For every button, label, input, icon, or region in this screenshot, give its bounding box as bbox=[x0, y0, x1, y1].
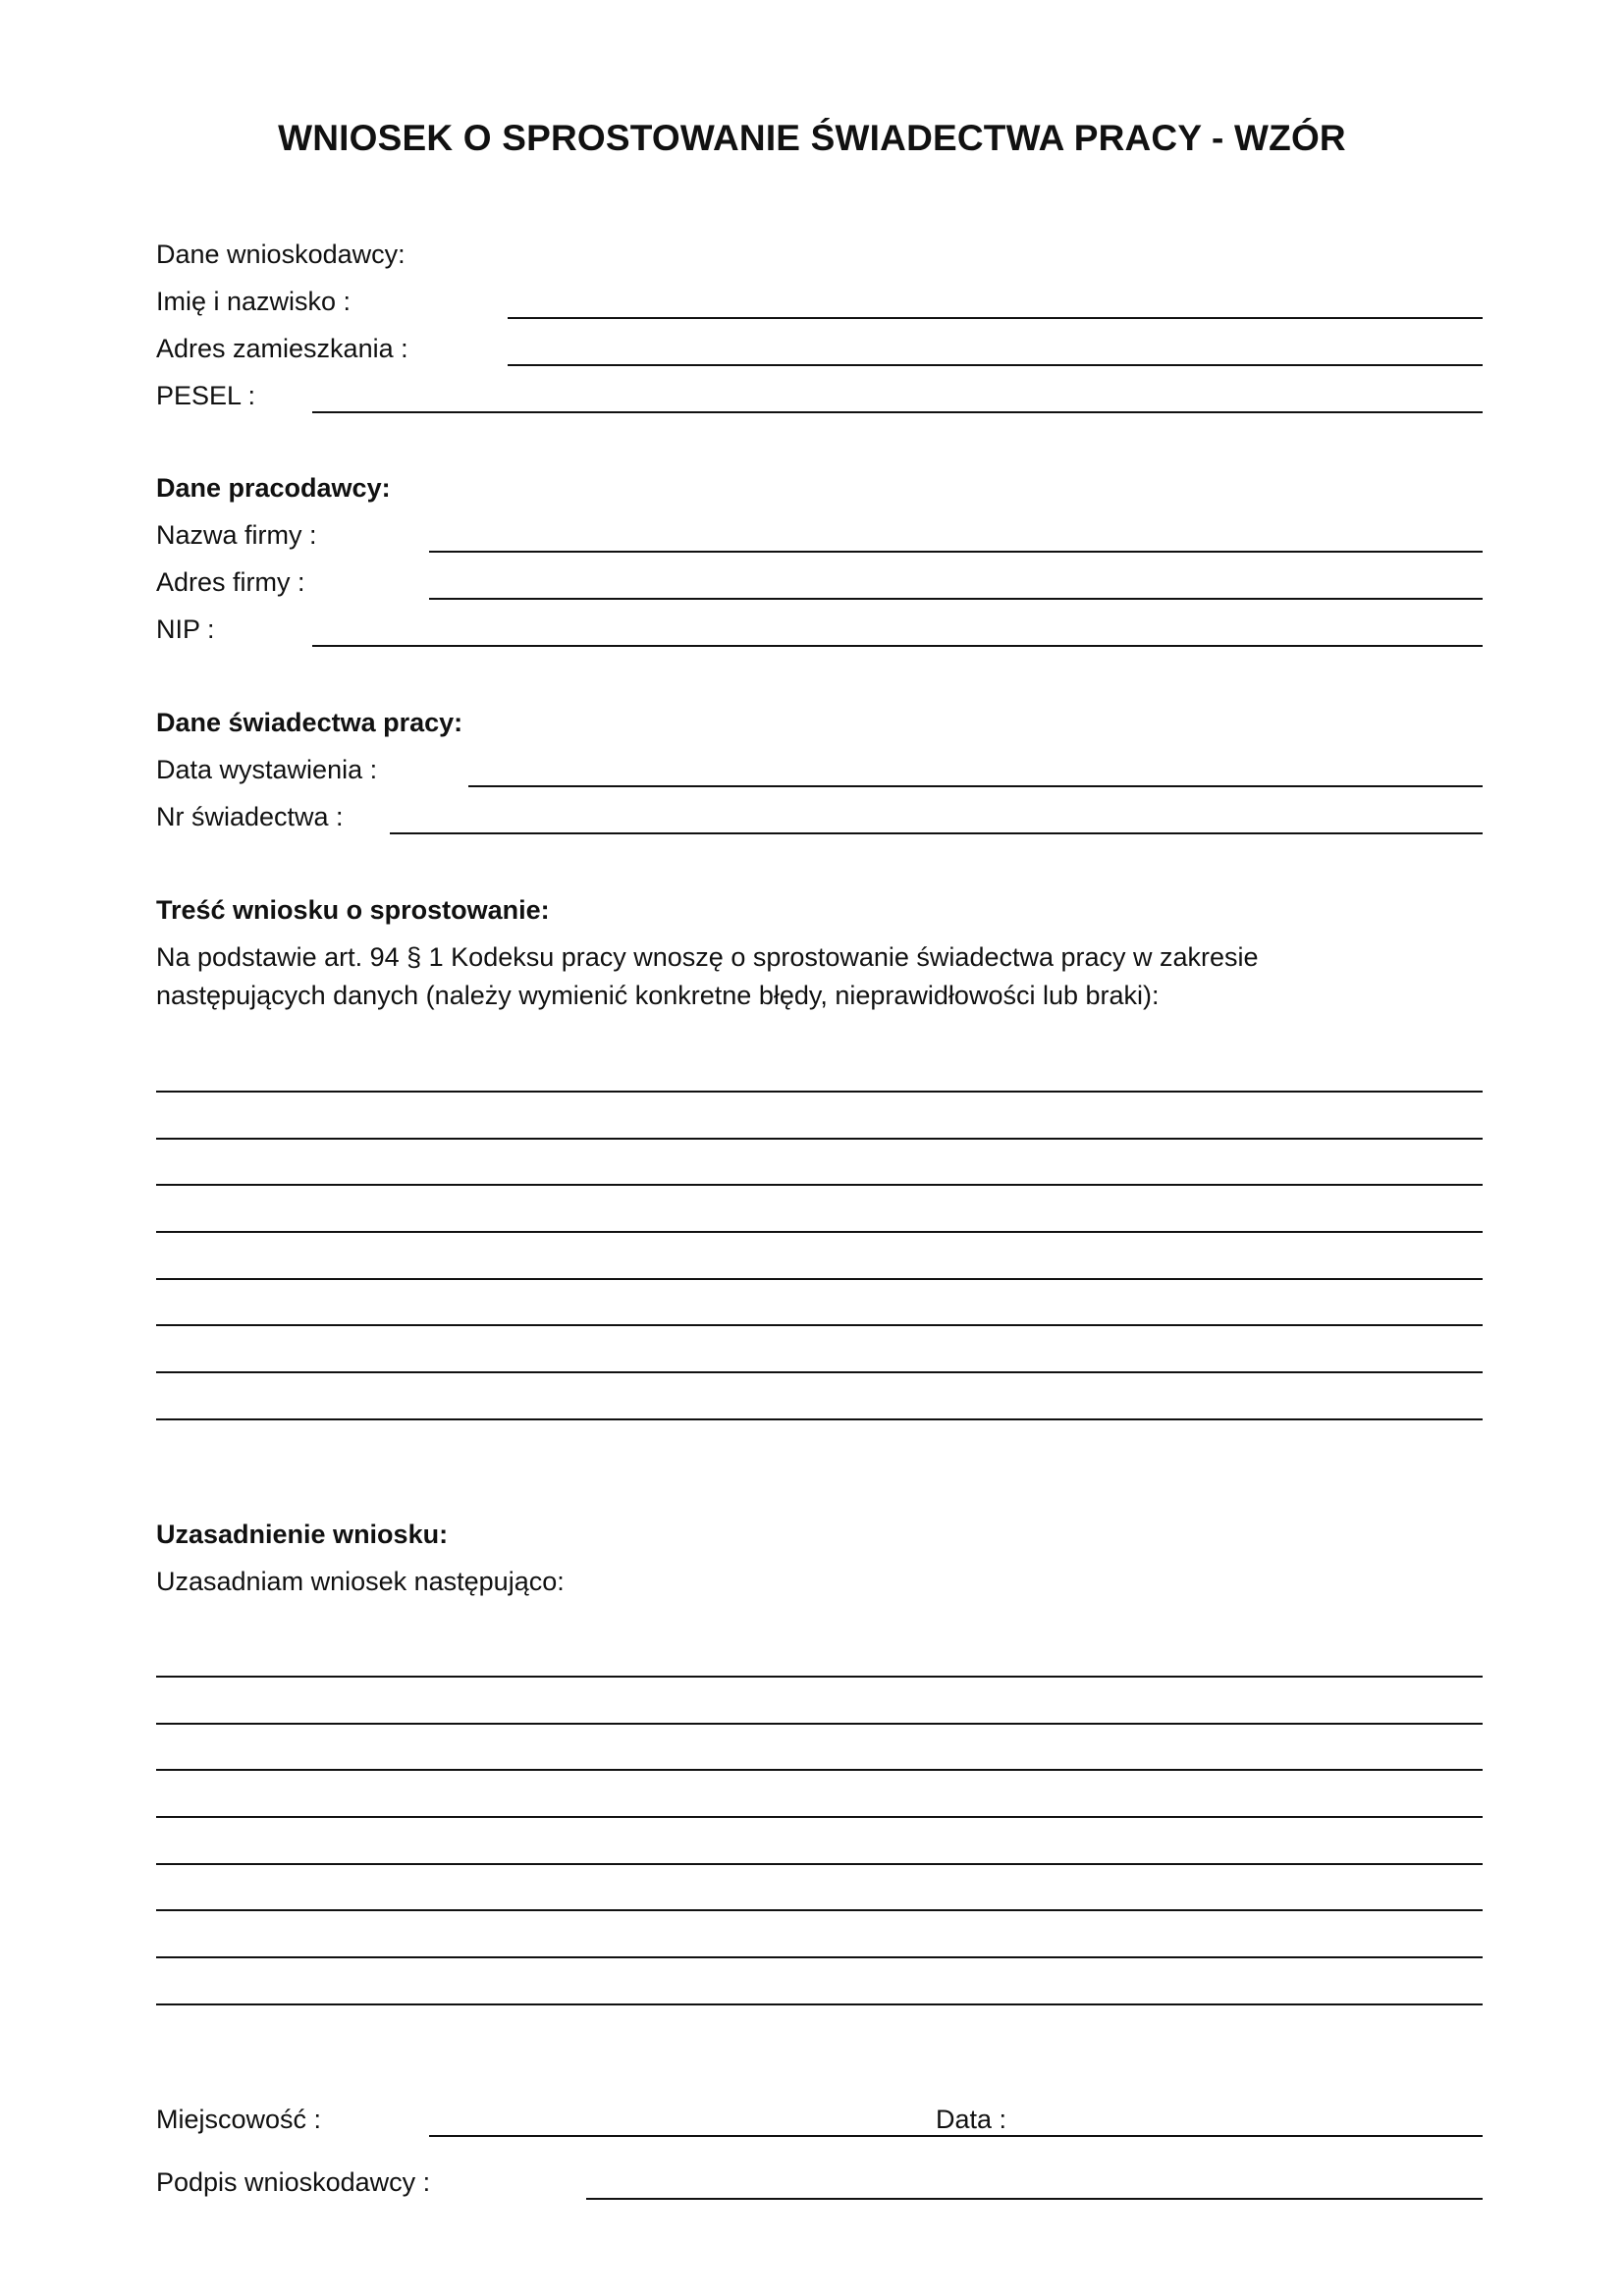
company-address-label: Adres firmy : bbox=[156, 567, 305, 597]
request-text-line-1: Na podstawie art. 94 § 1 Kodeksu pracy wnoszę o sprostowanie świadectwa pracy w zakresie bbox=[156, 942, 1259, 972]
justification-writing-line[interactable] bbox=[156, 1956, 1483, 1958]
request-text-line-2: następujących danych (należy wymienić konkretne błędy, nieprawidłowości lub braki): bbox=[156, 981, 1160, 1010]
document-title: WNIOSEK O SPROSTOWANIE ŚWIADECTWA PRACY - WZÓR bbox=[278, 118, 1346, 158]
date-label: Data : bbox=[936, 2105, 1007, 2134]
nip-field-line[interactable] bbox=[312, 645, 1483, 647]
justification-text: Uzasadniam wniosek następująco: bbox=[156, 1567, 565, 1596]
request-writing-line[interactable] bbox=[156, 1324, 1483, 1326]
justification-heading: Uzasadnienie wniosku: bbox=[156, 1520, 449, 1549]
employer-heading: Dane pracodawcy: bbox=[156, 473, 391, 503]
company-address-field-line[interactable] bbox=[429, 598, 1483, 600]
issue-date-label: Data wystawienia : bbox=[156, 755, 378, 784]
request-writing-line[interactable] bbox=[156, 1418, 1483, 1420]
name-label: Imię i nazwisko : bbox=[156, 287, 352, 316]
request-writing-line[interactable] bbox=[156, 1231, 1483, 1233]
company-name-label: Nazwa firmy : bbox=[156, 520, 317, 550]
signature-field-line[interactable] bbox=[586, 2198, 1483, 2200]
justification-writing-line[interactable] bbox=[156, 2003, 1483, 2005]
pesel-label: PESEL : bbox=[156, 381, 256, 410]
request-writing-line[interactable] bbox=[156, 1371, 1483, 1373]
justification-writing-line[interactable] bbox=[156, 1863, 1483, 1865]
request-writing-line[interactable] bbox=[156, 1091, 1483, 1093]
certificate-number-field-line[interactable] bbox=[390, 832, 1483, 834]
request-writing-line[interactable] bbox=[156, 1278, 1483, 1280]
request-writing-line[interactable] bbox=[156, 1138, 1483, 1140]
applicant-heading: Dane wnioskodawcy: bbox=[156, 240, 406, 269]
nip-label: NIP : bbox=[156, 614, 215, 644]
signature-label: Podpis wnioskodawcy : bbox=[156, 2167, 431, 2197]
certificate-heading: Dane świadectwa pracy: bbox=[156, 708, 463, 737]
request-heading: Treść wniosku o sprostowanie: bbox=[156, 895, 550, 925]
justification-writing-line[interactable] bbox=[156, 1816, 1483, 1818]
address-field-line[interactable] bbox=[508, 364, 1483, 366]
pesel-field-line[interactable] bbox=[312, 411, 1483, 413]
justification-writing-line[interactable] bbox=[156, 1909, 1483, 1911]
place-label: Miejscowość : bbox=[156, 2105, 322, 2134]
justification-writing-line[interactable] bbox=[156, 1769, 1483, 1771]
place-date-field-line[interactable] bbox=[429, 2135, 1483, 2137]
certificate-number-label: Nr świadectwa : bbox=[156, 802, 344, 831]
justification-writing-line[interactable] bbox=[156, 1676, 1483, 1678]
issue-date-field-line[interactable] bbox=[468, 785, 1483, 787]
name-field-line[interactable] bbox=[508, 317, 1483, 319]
request-writing-line[interactable] bbox=[156, 1184, 1483, 1186]
address-label: Adres zamieszkania : bbox=[156, 334, 408, 363]
justification-writing-line[interactable] bbox=[156, 1723, 1483, 1725]
company-name-field-line[interactable] bbox=[429, 551, 1483, 553]
